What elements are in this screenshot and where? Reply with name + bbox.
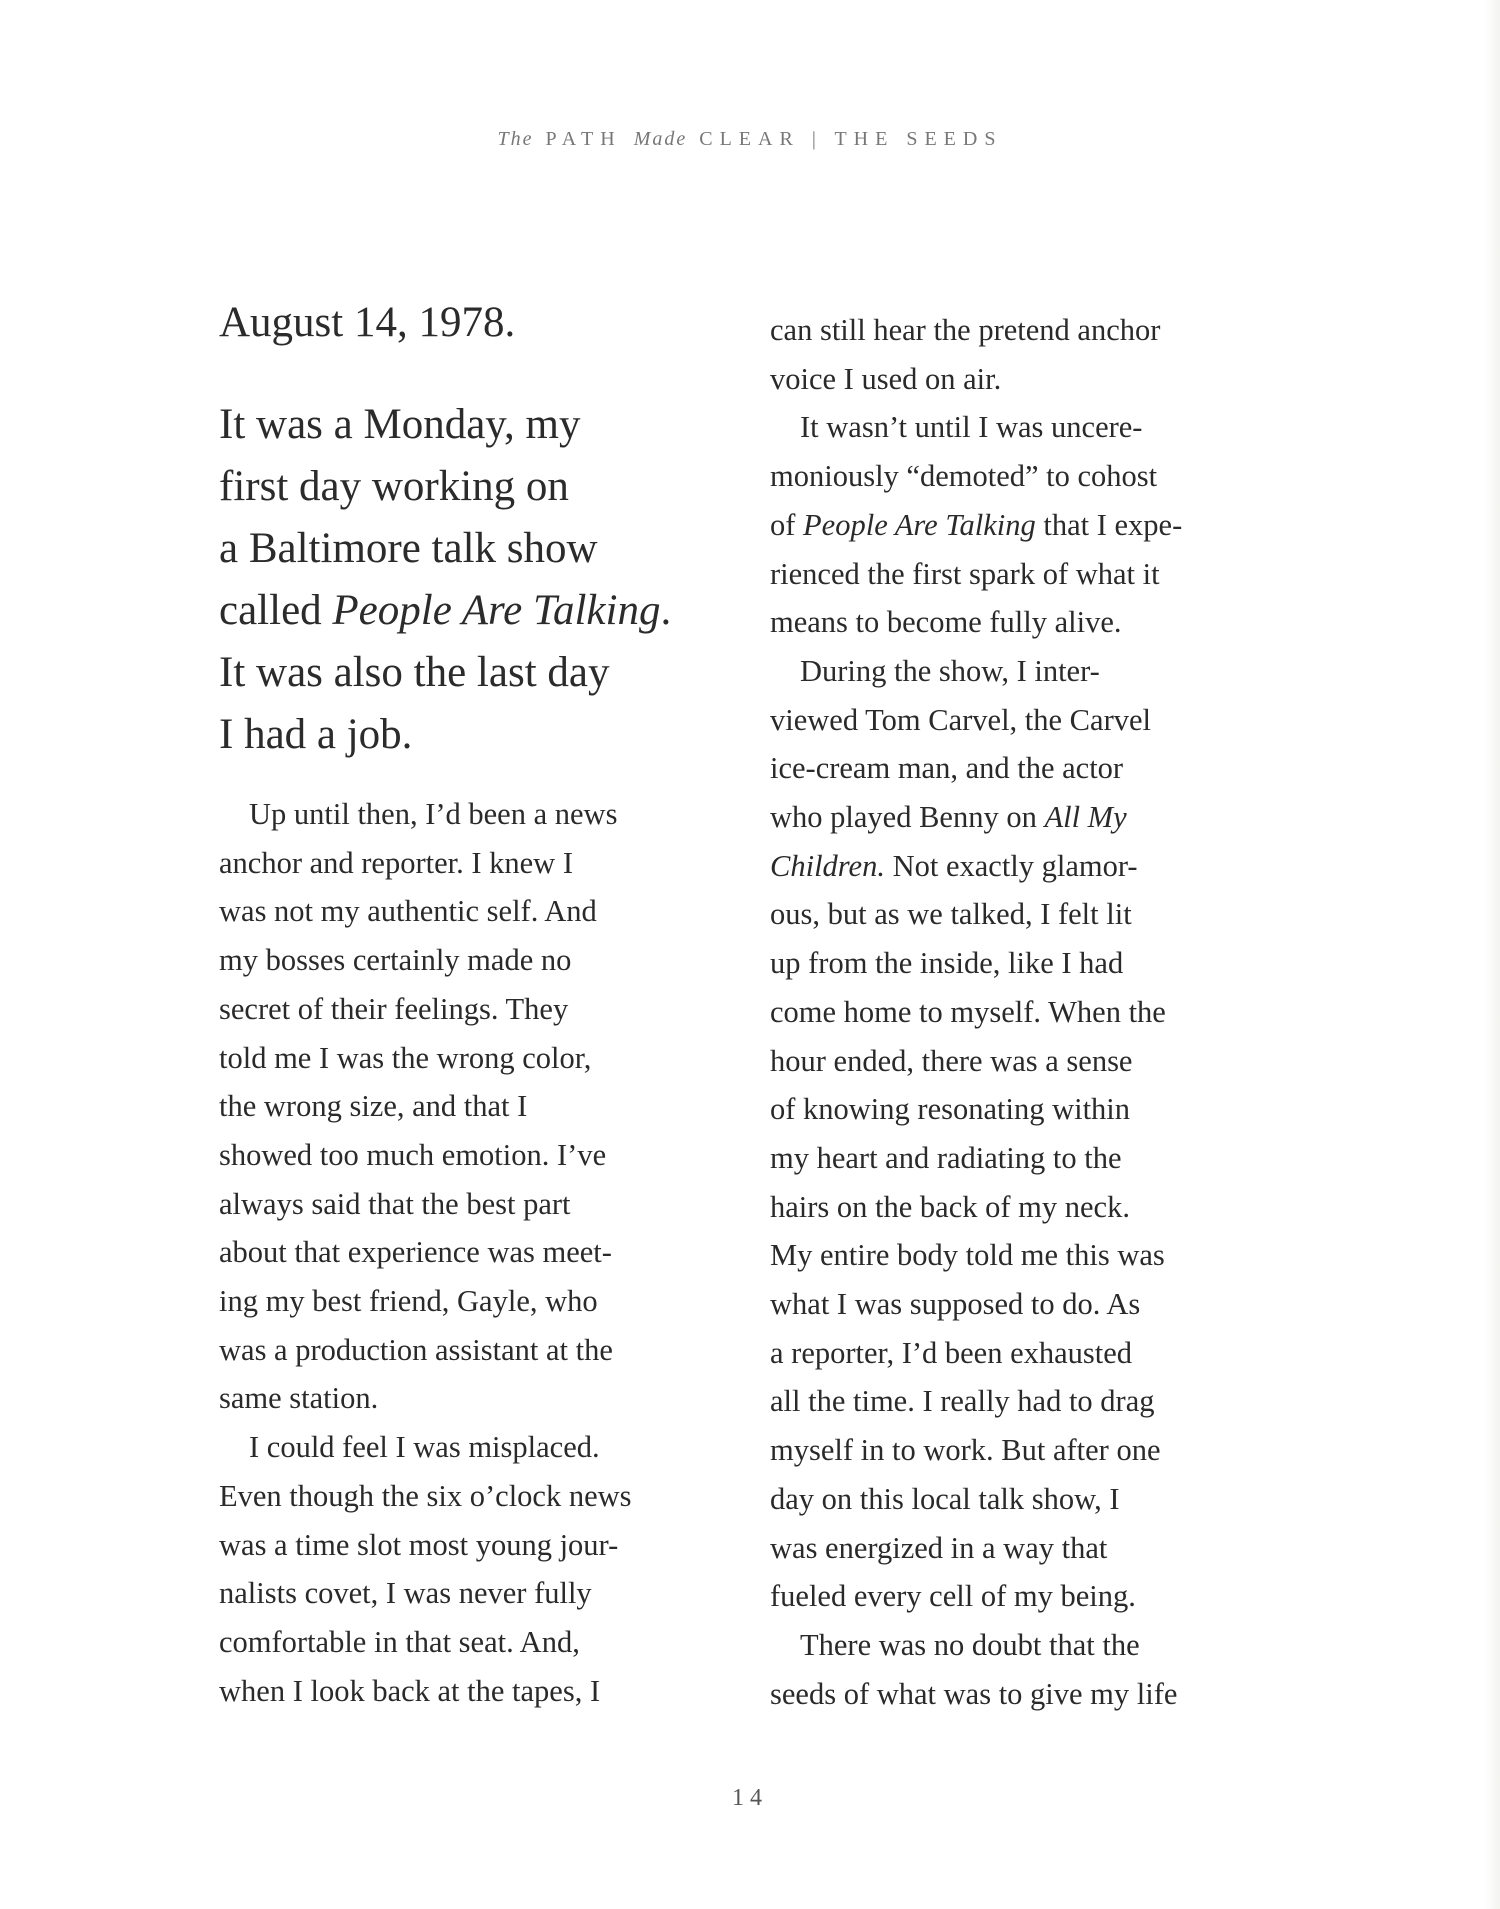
text-line: moniously “demoted” to cohost	[770, 459, 1158, 494]
running-head-the: The	[497, 128, 534, 150]
text-line: There was no doubt that the	[800, 1627, 1140, 1662]
show-title-italic: People Are Talking	[332, 587, 661, 634]
text-line: come home to myself. When the	[770, 994, 1166, 1029]
lead-paragraph	[219, 394, 739, 766]
text-line: ing my best friend, Gayle, who	[219, 1284, 598, 1319]
show-title-italic: All My	[1044, 800, 1127, 835]
text-line: all the time. I really had to drag	[770, 1384, 1155, 1419]
text-line: of knowing resonating within	[770, 1092, 1131, 1127]
right-column-body	[770, 306, 1290, 1718]
page-number: 14	[732, 1785, 768, 1811]
text-run: that I expe-	[1035, 507, 1183, 542]
text-line: was a production assistant at the	[219, 1332, 613, 1367]
left-column-body	[219, 790, 739, 1715]
text-line: always said that the best part	[219, 1186, 571, 1221]
text-line: rienced the first spark of what it	[770, 556, 1160, 591]
text-line: my bosses certainly made no	[219, 943, 572, 978]
text-line: was not my authentic self. And	[219, 894, 597, 929]
paragraph	[770, 403, 1290, 647]
text-line: about that experience was meet-	[219, 1235, 612, 1270]
text-line: fueled every cell of my being.	[770, 1579, 1136, 1614]
paragraph	[770, 1621, 1290, 1718]
text-line	[770, 501, 1290, 550]
text-run: who played Benny on	[770, 800, 1045, 835]
text-line: hour ended, there was a sense	[770, 1043, 1133, 1078]
text-line: hairs on the back of my neck.	[770, 1189, 1130, 1224]
page-edge-shadow	[1484, 0, 1500, 1909]
text-line: a reporter, I’d been exhausted	[770, 1335, 1133, 1370]
text-line: same station.	[219, 1381, 379, 1416]
text-line: myself in to work. But after one	[770, 1433, 1161, 1468]
paragraph	[770, 306, 1290, 403]
paragraph	[219, 1423, 739, 1715]
text-line: voice I used on air.	[770, 361, 1002, 396]
lead-text: .	[660, 587, 672, 634]
text-line: the wrong size, and that I	[219, 1089, 528, 1124]
running-head-section: THE SEEDS	[834, 128, 1003, 150]
text-line: secret of their feelings. They	[219, 991, 569, 1026]
running-head-separator: |	[811, 128, 823, 150]
text-line: was a time slot most young jour-	[219, 1527, 619, 1562]
text-run: Not exactly glamor-	[884, 848, 1138, 883]
text-line: showed too much emotion. I’ve	[219, 1137, 607, 1172]
text-line: comfortable in that seat. And,	[219, 1624, 580, 1659]
text-line	[770, 842, 1290, 891]
show-title-italic: People Are Talking	[803, 507, 1036, 542]
lead-line: first day working on	[219, 463, 569, 510]
lead-text: called	[219, 587, 333, 634]
lead-line: It was a Monday, my	[219, 401, 581, 448]
running-head	[0, 128, 1500, 151]
text-line: can still hear the pretend anchor	[770, 313, 1161, 347]
text-line: ous, but as we talked, I felt lit	[770, 897, 1132, 932]
text-line: During the show, I inter-	[800, 653, 1100, 688]
lead-line	[219, 580, 739, 642]
running-head-made: Made	[633, 128, 688, 150]
text-run: of	[770, 507, 804, 542]
text-line: Up until then, I’d been a news	[249, 797, 618, 831]
text-line: was energized in a way that	[770, 1530, 1108, 1565]
show-title-italic: Children.	[770, 848, 885, 883]
text-line: It wasn’t until I was uncere-	[800, 410, 1143, 445]
paragraph	[770, 647, 1290, 1621]
text-line: My entire body told me this was	[770, 1238, 1165, 1273]
text-line: nalists covet, I was never fully	[219, 1576, 592, 1611]
text-line: anchor and reporter. I knew I	[219, 845, 573, 880]
paragraph	[219, 790, 739, 1423]
text-line: viewed Tom Carvel, the Carvel	[770, 702, 1151, 737]
running-head-path: PATH	[545, 128, 622, 150]
running-head-clear: CLEAR	[699, 128, 800, 150]
text-line: I could feel I was misplaced.	[249, 1430, 600, 1465]
lead-line: It was also the last day	[219, 649, 610, 696]
text-line: ice-cream man, and the actor	[770, 751, 1124, 786]
lead-line: a Baltimore talk show	[219, 525, 598, 572]
text-line: up from the inside, like I had	[770, 946, 1124, 981]
text-line	[770, 793, 1290, 842]
text-line: Even though the six o’clock news	[219, 1478, 632, 1513]
chapter-date: August 14, 1978.	[219, 299, 516, 346]
text-line: day on this local talk show, I	[770, 1481, 1120, 1516]
text-line: what I was supposed to do. As	[770, 1287, 1141, 1322]
lead-line: I had a job.	[219, 711, 413, 758]
text-line: seeds of what was to give my life	[770, 1676, 1178, 1711]
text-line: means to become fully alive.	[770, 605, 1122, 640]
text-line: my heart and radiating to the	[770, 1140, 1122, 1175]
text-line: when I look back at the tapes, I	[219, 1673, 601, 1708]
text-line: told me I was the wrong color,	[219, 1040, 592, 1075]
